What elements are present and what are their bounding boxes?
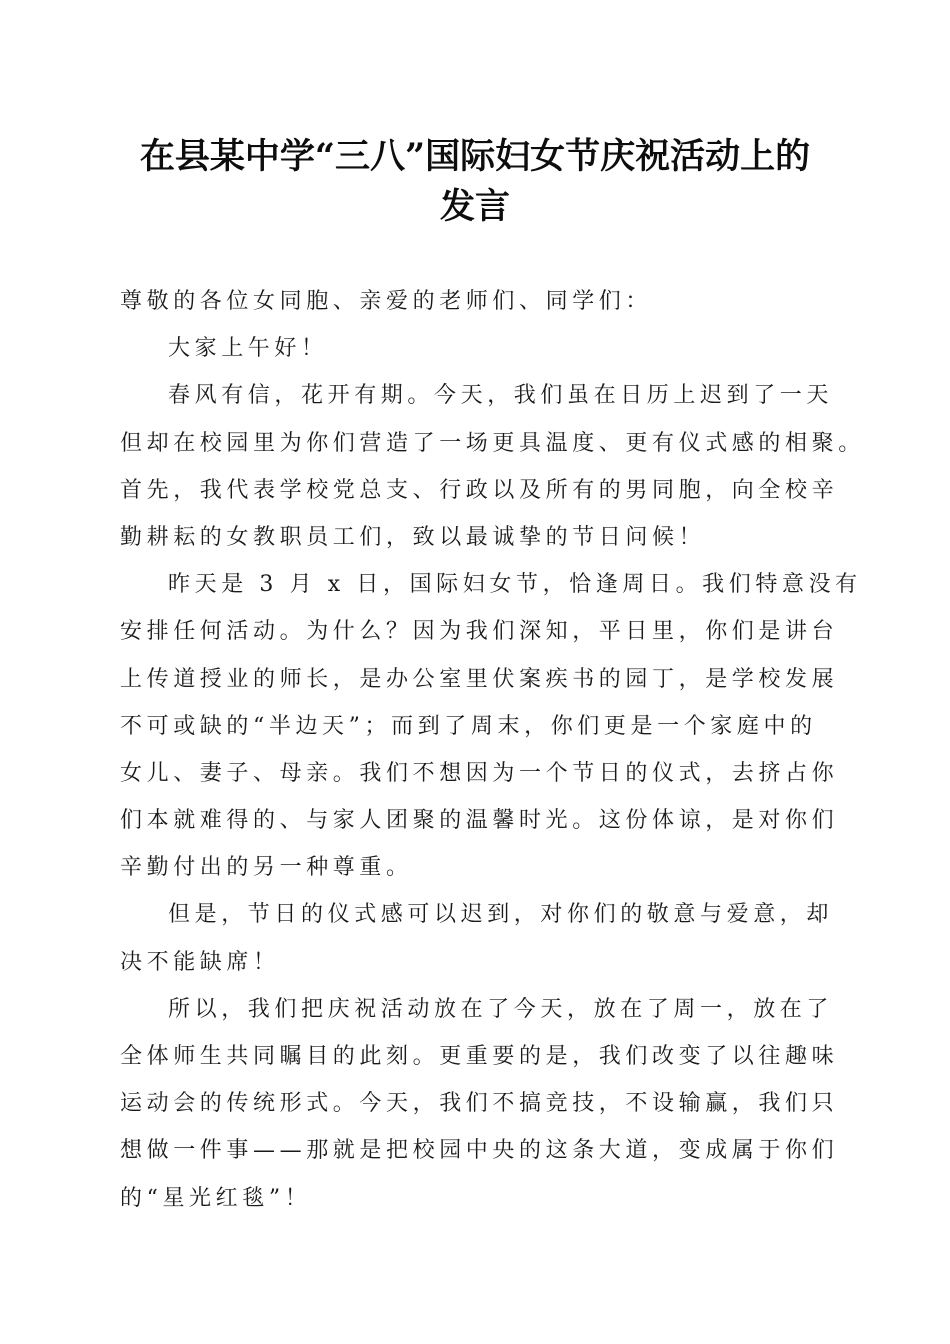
- salutation-line: 尊敬的各位女同胞、亲爱的老师们、同学们：: [120, 289, 653, 314]
- document-body: [120, 278, 865, 1222]
- text-line: 辛勤付出的另一种尊重。: [120, 855, 413, 881]
- text-line: 决不能缺席！: [120, 949, 280, 975]
- text-line: 不可或缺的“半边天”；而到了周末，你们更是一个家庭中的: [120, 713, 817, 739]
- text-line: 昨天是 3 月 x 日，国际妇女节，恰逢周日。我们特意没有: [168, 572, 862, 598]
- text-line: 春风有信，花开有期。今天，我们虽在日历上迟到了一天: [168, 383, 834, 409]
- page-title: [100, 132, 850, 232]
- text-line: 想做一件事——那就是把校园中央的这条大道，变成属于你们: [120, 1138, 839, 1164]
- text-line: 的“星光红毯”！: [120, 1185, 312, 1211]
- text-line: 们本就难得的、与家人团聚的温馨时光。这份体谅，是对你们: [120, 808, 839, 834]
- title-line-1: 在县某中学“三八”国际妇女节庆祝活动上的: [139, 136, 811, 177]
- text-line: 运动会的传统形式。今天，我们不搞竞技，不设输赢，我们只: [120, 1091, 839, 1117]
- text-line: 勤耕耘的女教职员工们，致以最诚挚的节日问候！: [120, 524, 706, 550]
- greeting-line: 大家上午好！: [168, 336, 328, 362]
- text-line: 女儿、妻子、母亲。我们不想因为一个节日的仪式，去挤占你: [120, 760, 839, 786]
- text-line: 但是，节日的仪式感可以迟到，对你们的敬意与爱意，却: [168, 902, 834, 928]
- text-line: 但却在校园里为你们营造了一场更具温度、更有仪式感的相聚。: [120, 430, 865, 456]
- text-line: 全体师生共同瞩目的此刻。更重要的是，我们改变了以往趣味: [120, 1044, 839, 1069]
- text-line: 上传道授业的师长，是办公室里伏案疾书的园丁，是学校发展: [120, 666, 839, 692]
- text-line: 首先，我代表学校党总支、行政以及所有的男同胞，向全校辛: [120, 477, 839, 503]
- title-line-2: 发言: [439, 186, 510, 227]
- text-line: 所以，我们把庆祝活动放在了今天，放在了周一，放在了: [168, 996, 834, 1022]
- text-line: 安排任何活动。为什么？因为我们深知，平日里，你们是讲台: [120, 619, 839, 645]
